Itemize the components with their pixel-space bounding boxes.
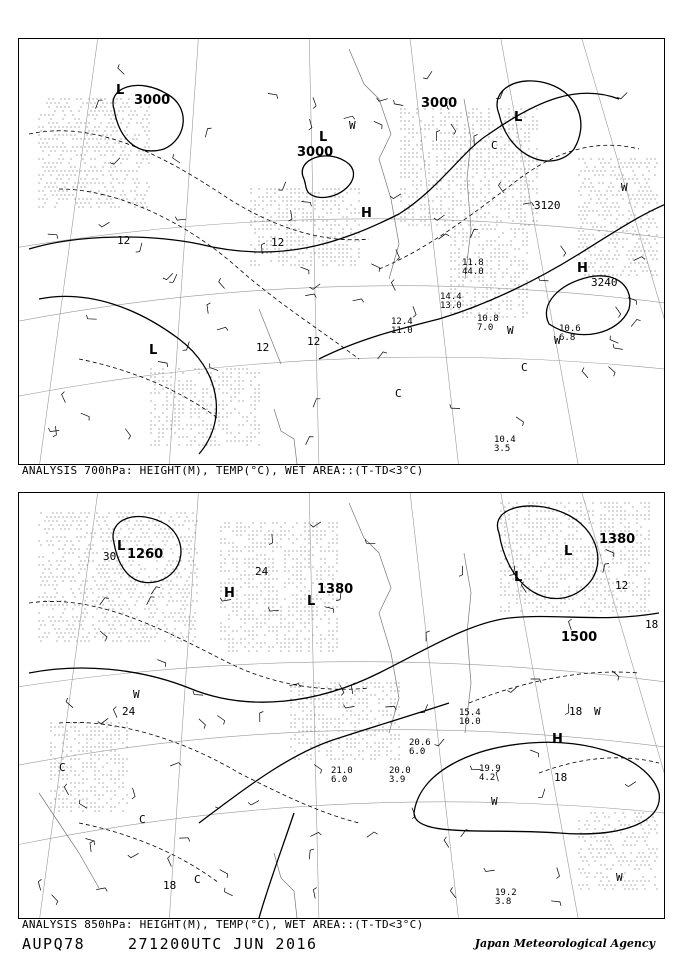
isotherm-label: 12 [307,335,321,348]
wind-barb [81,413,89,420]
station-temp: 15.4 [459,708,481,718]
cold-label: C [491,139,498,152]
wind-barb [168,855,172,866]
cold-label: C [395,387,402,400]
height-label: 1500 [561,630,598,645]
wind-barb [125,429,130,440]
wind-barb [603,564,609,573]
wind-barb [551,901,561,906]
valid-time: 271200UTC JUN 2016 [128,935,318,953]
wind-barb [48,428,59,432]
high-center-label: H [552,732,563,747]
isotherm-labels-700 [117,234,320,354]
agency-credit: Japan Meteorological Agency [474,937,655,950]
isotherm-label: 18 [554,771,568,784]
isotherm-labels-850 [103,550,658,892]
station-temp: 14.4 [440,292,462,302]
wind-barb [309,849,314,859]
wind-barb [100,631,107,641]
wind-barb [310,522,321,527]
wind-barb [609,367,616,377]
isotherm-label: 18 [569,705,583,718]
wind-barb [613,344,623,349]
station-dewpoint: 44.0 [462,267,484,277]
station-dewpoint: 11.0 [391,326,413,336]
wind-barb [617,93,627,99]
low-center-label: L [117,539,126,554]
warm-label: W [616,871,623,884]
low-center-label: L [514,570,523,585]
height-contours-700 [29,81,664,454]
station-temp: 11.8 [462,258,484,268]
station-temp: 10.4 [494,435,516,445]
low-center-label: L [514,110,523,125]
wind-barb [484,868,495,872]
wind-barb [413,306,416,317]
low-center-label: L [149,343,158,358]
wind-barb [391,280,395,291]
wind-barb [516,417,523,426]
isotherm-label: 12 [615,579,629,592]
graticule [19,39,664,464]
isotherm-label: 24 [255,565,269,578]
wind-barb [310,832,321,836]
height-label: 1260 [127,547,164,562]
height-label: 3000 [134,93,171,108]
wind-barb [569,619,572,630]
wind-barb [450,404,460,408]
wind-barb [313,888,316,899]
station-dewpoint: 10.0 [459,717,481,727]
station-temp: 20.6 [409,738,431,748]
wind-barb [118,64,125,74]
height-label: 3000 [421,96,458,111]
wind-barb [390,194,401,199]
height-label: 3000 [297,145,334,160]
wind-barb [374,121,382,129]
wind-barb [634,257,645,261]
chart-panel-850hpa [18,492,665,919]
wind-barb [470,229,478,237]
wind-barb [625,782,636,787]
station-temp: 10.6 [559,324,581,334]
wind-barb [157,660,165,667]
wind-barbs [48,64,645,444]
warm-label: W [349,119,356,132]
wind-barb [220,870,228,878]
wind-barb [38,879,41,890]
thermal-labels-850 [59,688,623,886]
wind-barb [173,154,180,163]
wind-barb [52,895,58,905]
wind-barb [290,684,301,687]
wind-barb [371,264,379,272]
wind-barb [248,801,259,805]
pressure-centers-850 [117,539,572,747]
height-label: 3120 [534,199,561,212]
wind-barb [199,719,206,729]
cold-label: C [521,361,528,374]
wind-barb [64,784,68,795]
wind-barb [207,303,211,314]
low-center-label: L [116,83,125,98]
wind-barb [210,363,218,370]
wind-barb [163,273,173,279]
wind-barb [340,685,344,696]
wind-barb [616,307,621,318]
wind-barb [523,203,534,206]
wind-barb [289,210,293,221]
wind-barb [385,706,396,710]
cold-label: C [59,761,66,774]
warm-label: W [491,795,498,808]
wind-barb [205,128,211,137]
wind-barb [48,234,58,239]
cold-label: C [194,873,201,886]
caption-850hpa: ANALYSIS 850hPa: HEIGHT(M), TEMP(°C), WET AREA::(T-TD<3°C) [22,918,424,931]
station-temp: 12.4 [391,317,413,327]
wind-barb [158,362,168,368]
station-dewpoint: 6.0 [331,775,348,785]
wind-barb [313,399,320,407]
wind-barb [151,587,160,594]
wind-barb [62,392,66,403]
warm-label: W [594,705,601,718]
station-temp: 21.0 [331,766,353,776]
station-temp: 10.8 [477,314,499,324]
warm-label: W [554,334,561,347]
station-dewpoint: 3.8 [495,897,512,907]
warm-label: W [133,688,140,701]
chart-code: AUPQ78 [22,935,86,953]
wind-barb [394,100,404,106]
low-center-label: L [319,130,328,145]
wind-barb [439,234,450,239]
wind-barb [444,837,449,848]
wind-barb [561,246,566,257]
wind-barb [313,97,316,108]
wind-barb [260,712,264,723]
wind-barb [582,368,588,378]
wind-barb [225,888,233,896]
high-center-label: H [224,586,235,601]
wind-barb [353,299,364,302]
station-plots-850 [331,708,517,907]
cold-label: C [139,813,146,826]
high-center-label: H [361,206,372,221]
wind-barb [538,789,545,798]
wind-barb [365,539,375,543]
wind-barb [344,705,355,708]
height-label: 3240 [591,276,618,289]
station-dewpoint: 6.8 [559,333,576,343]
wind-barb [268,608,279,612]
low-center-label: L [307,594,316,609]
wind-barb [556,868,559,879]
wind-barb [269,534,273,545]
wet-area-dots [38,98,657,445]
wind-barb [90,841,94,852]
wind-barb [99,222,110,227]
height-label: 1380 [317,582,354,597]
isotherm-label: 18 [645,618,659,631]
wind-barb [96,888,107,892]
wind-barb [86,315,96,319]
chart-panel-700hpa [18,38,665,465]
wind-barb [459,566,463,577]
height-labels-850 [127,532,635,645]
wind-barb [128,853,139,857]
wind-barb [169,274,177,282]
wind-barb [565,704,569,715]
station-temp: 20.0 [389,766,411,776]
low-center-label: L [564,544,573,559]
station-dewpoint: 3.9 [389,775,406,785]
wind-barb [100,598,109,605]
station-temp: 19.2 [495,888,517,898]
wind-barb [217,715,224,724]
station-dewpoint: 4.2 [479,773,496,783]
station-dewpoint: 6.0 [409,747,426,757]
station-temp: 19.9 [479,764,501,774]
wind-barb [219,278,225,288]
isotherm-label: 30 [103,550,117,563]
wind-barb [423,71,432,79]
isotherm-label: 12 [271,236,285,249]
caption-700hpa: ANALYSIS 700hPa: HEIGHT(M), TEMP(°C), WET AREA::(T-TD<3°C) [22,464,424,477]
map-850hpa [19,493,664,918]
map-700hpa [19,39,664,464]
wind-barb [325,607,334,613]
station-dewpoint: 7.0 [477,323,494,333]
isotherm-label: 18 [163,879,177,892]
isotherms-700 [29,131,639,419]
high-center-label: H [577,261,588,276]
height-label: 1380 [599,532,636,547]
wind-barb [217,327,228,330]
wind-barb [179,838,190,842]
station-dewpoint: 13.0 [440,301,462,311]
wind-barb [531,679,542,683]
wind-barb [110,158,120,165]
wind-barb [610,336,618,344]
wind-barb [435,739,445,746]
wind-barb [136,243,142,252]
isotherm-label: 12 [256,341,270,354]
station-dewpoint: 3.5 [494,444,511,454]
wind-barb [132,788,135,799]
wind-barb [113,707,117,718]
wind-barb [631,320,640,327]
wind-barb [367,832,378,837]
wind-barb [396,249,400,260]
isotherm-label: 12 [117,234,131,247]
wind-barb [306,437,314,445]
warm-label: W [507,324,514,337]
warm-label: W [621,181,628,194]
wind-barb [300,267,309,274]
isotherm-label: 24 [122,705,136,718]
wind-barb [175,217,186,221]
wind-barb [305,294,316,298]
wind-barb [436,130,440,141]
wind-barb [530,750,538,757]
wind-barb [301,202,311,207]
wind-barb [268,93,278,98]
wind-barb [499,182,504,193]
wind-barb [79,800,87,809]
